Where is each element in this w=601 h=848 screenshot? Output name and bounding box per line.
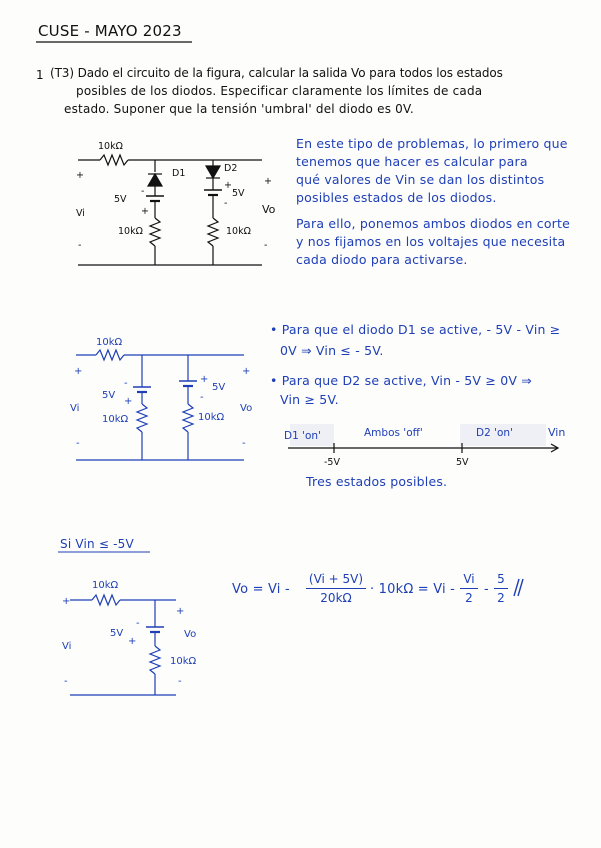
problem-line-3: estado. Suponer que la tensión 'umbral' del diodo es 0V. [64, 102, 414, 116]
note-1-line: Para ello, ponemos ambos diodos en corte [296, 216, 571, 231]
note-1-line: tenemos que hacer es calcular para [296, 154, 528, 169]
equation-minus: - [484, 582, 489, 597]
circuit-2-v-left-label: 5V [102, 390, 116, 401]
circuit-1-bat-minus-left: - [141, 186, 145, 197]
circuit-1-r2-label: 10kΩ [226, 226, 251, 237]
numberline-caption: Tres estados posibles. [306, 474, 448, 489]
circuit-2-v-right-label: 5V [212, 382, 226, 393]
condition-d2-line-2: Vin ≥ 5V. [280, 392, 339, 407]
numberline-right-label: D2 'on' [476, 427, 513, 439]
circuit-1-bat-minus-right: - [224, 198, 228, 209]
circuit-1-r1-label: 10kΩ [118, 226, 143, 237]
circuit-3-plus-right: + [176, 606, 185, 617]
numberline-left-label: D1 'on' [284, 430, 321, 442]
circuit-1-d2-label: D2 [224, 163, 238, 174]
circuit-2-minus-left: - [76, 438, 80, 449]
problem-line-2: posibles de los diodos. Especificar claramente los límites de cada [76, 84, 483, 98]
circuit-1-d1-label: D1 [172, 168, 186, 179]
condition-d1-line-2: 0V ⇒ Vin ≤ - 5V. [280, 343, 384, 358]
circuit-3-r-label: 10kΩ [170, 656, 197, 667]
equation-fraction-1-den: 20kΩ [320, 591, 352, 605]
equation-fraction-1-num: (Vi + 5V) [306, 572, 366, 589]
circuit-2-bat-plus-right: + [200, 374, 209, 385]
circuit-2-bat-minus-left: - [124, 378, 128, 389]
circuit-1-v-left-label: 5V [114, 194, 127, 205]
equation-fraction-2-num: Vi [460, 572, 478, 589]
circuit-2-plus-left: + [74, 366, 83, 377]
equation-fraction-2-den: 2 [465, 591, 473, 605]
circuit-2-bat-plus-left: + [124, 396, 133, 407]
problem-line-1: (T3) Dado el circuito de la figura, calcular la salida Vo para todos los estados [50, 66, 503, 80]
equation-lhs: Vo = Vi - [232, 582, 290, 597]
problem-number: 1 [36, 68, 44, 82]
equation-fraction-3-num: 5 [494, 572, 508, 589]
circuit-3-v-label: 5V [110, 628, 124, 639]
circuit-3-minus-left: - [64, 676, 68, 687]
circuit-3-r-top-label: 10kΩ [92, 580, 119, 591]
circuit-2-minus-right: - [242, 438, 246, 449]
circuit-3-plus-left: + [62, 596, 71, 607]
circuit-2-r-top-label: 10kΩ [96, 337, 123, 348]
circuit-1-bat-plus-right: + [224, 180, 232, 191]
circuit-1-vo-label: Vo [262, 203, 276, 216]
circuit-1-vi-label: Vi [76, 208, 85, 219]
circuit-1-minus-right: - [264, 240, 268, 251]
circuit-1-plus-left: + [76, 170, 84, 181]
circuit-2-r2-label: 10kΩ [198, 412, 225, 423]
note-1-line: y nos fijamos en los voltajes que necesita [296, 234, 566, 249]
circuit-1-r-top-label: 10kΩ [98, 141, 123, 152]
note-1-line: En este tipo de problemas, lo primero que [296, 136, 568, 151]
circuit-2-vo-label: Vo [240, 403, 253, 414]
circuit-1-bat-plus-left: + [141, 206, 149, 217]
condition-d2-line-1: • Para que D2 se active, Vin - 5V ≥ 0V ⇒ [270, 373, 532, 388]
circuit-1-plus-right: + [264, 176, 272, 187]
circuit-2-r1-label: 10kΩ [102, 414, 129, 425]
circuit-3-vo-label: Vo [184, 629, 197, 640]
circuit-2-bat-minus-right: - [200, 392, 204, 403]
equation-mult: · 10kΩ = Vi - [370, 582, 456, 597]
numberline-mid-label: Ambos 'off' [364, 427, 423, 439]
numberline-tick-1: -5V [324, 457, 340, 468]
circuit-1-v-right-label: 5V [232, 188, 245, 199]
numberline-axis-label: Vin [548, 426, 566, 439]
circuit-3-bat-minus: - [136, 618, 140, 629]
condition-d1-line-1: • Para que el diodo D1 se active, - 5V - Vin ≥ [270, 322, 561, 337]
note-1-line: posibles estados de los diodos. [296, 190, 497, 205]
page-title: CUSE - MAYO 2023 [38, 22, 182, 40]
circuit-3-bat-plus: + [128, 636, 137, 647]
note-1-line: cada diodo para activarse. [296, 252, 468, 267]
note-1-line: qué valores de Vin se dan los distintos [296, 172, 545, 187]
circuit-2-plus-right: + [242, 366, 251, 377]
circuit-3-vi-label: Vi [62, 641, 72, 652]
circuit-1-minus-left: - [78, 240, 82, 251]
circuit-3-minus-right: - [178, 676, 182, 687]
circuit-2-vi-label: Vi [70, 403, 80, 414]
equation-fraction-3-den: 2 [497, 591, 505, 605]
case-1-heading: Si Vin ≤ -5V [60, 537, 134, 551]
numberline-tick-2: 5V [456, 457, 469, 468]
